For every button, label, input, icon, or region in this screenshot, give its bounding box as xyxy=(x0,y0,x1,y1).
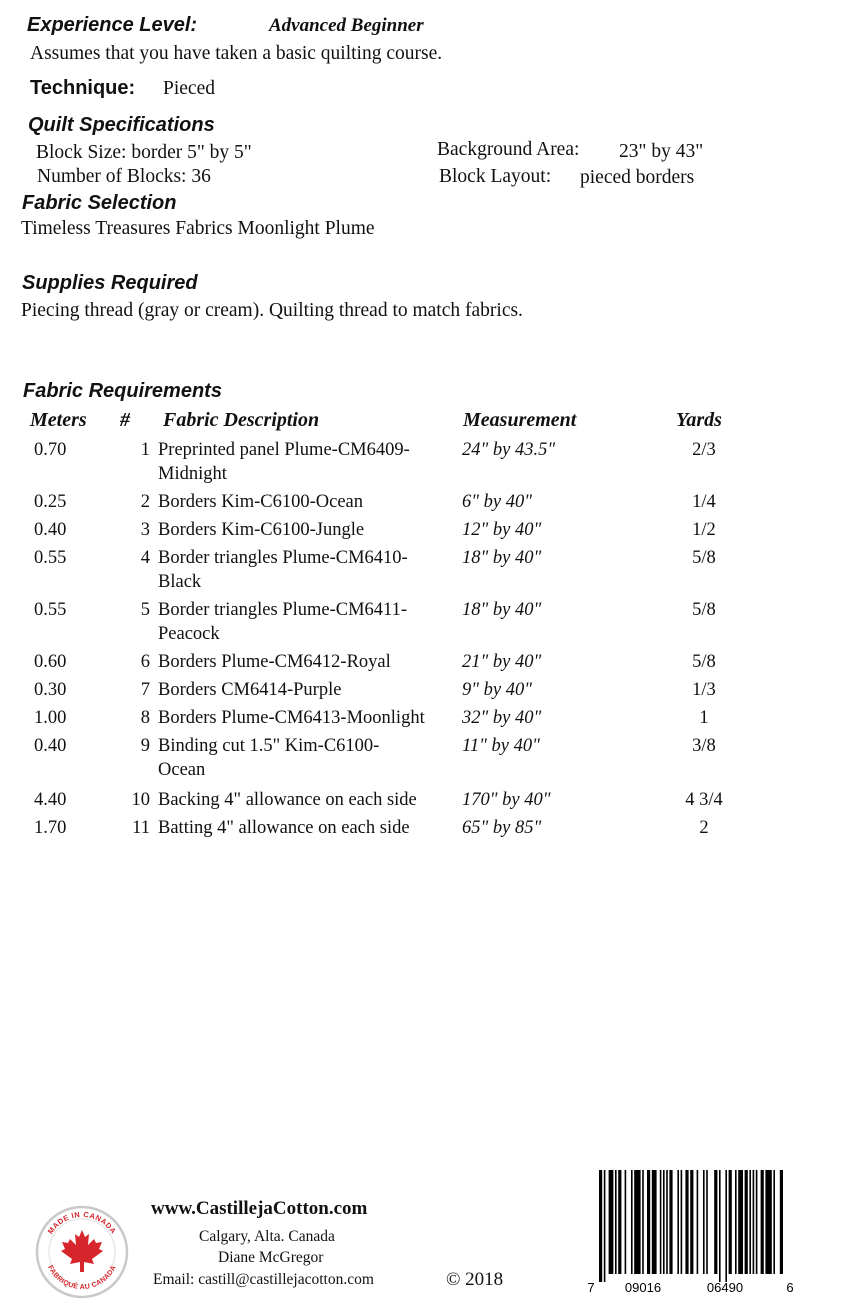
col-num: # xyxy=(120,409,130,431)
experience-value: Advanced Beginner xyxy=(269,15,424,36)
barcode-bar xyxy=(738,1170,743,1274)
cell-meters: 0.25 xyxy=(34,492,67,512)
barcode-bar xyxy=(719,1170,721,1282)
table-row xyxy=(0,708,859,736)
made-in-canada-seal xyxy=(33,1203,131,1306)
supplies-heading: Supplies Required xyxy=(22,272,198,294)
barcode-bar xyxy=(618,1170,621,1274)
table-row xyxy=(0,736,859,780)
barcode-bar xyxy=(615,1170,617,1274)
cell-measurement: 32" by 40" xyxy=(462,708,542,728)
cell-meters: 0.40 xyxy=(34,736,67,756)
cell-measurement: 170" by 40" xyxy=(462,790,551,810)
experience-note: Assumes that you have taken a basic quilting course. xyxy=(30,43,443,64)
cell-meters: 0.40 xyxy=(34,520,67,540)
col-description: Fabric Description xyxy=(163,409,320,431)
cell-yards: 1/3 xyxy=(692,680,716,700)
barcode-bar xyxy=(761,1170,764,1274)
specs-layout-value: pieced borders xyxy=(580,167,695,188)
barcode-left-digit: 7 xyxy=(587,1280,595,1294)
cell-num: 3 xyxy=(140,520,150,540)
cell-meters: 0.55 xyxy=(34,600,67,620)
col-meters: Meters xyxy=(30,409,87,431)
svg-text:FABRIQUÉ AU CANADA: FABRIQUÉ AU CANADA xyxy=(46,1264,118,1292)
barcode-bar xyxy=(685,1170,688,1274)
cell-description-cont: Midnight xyxy=(158,464,227,484)
table-row xyxy=(0,790,859,818)
barcode-bar xyxy=(703,1170,705,1274)
barcode-bar xyxy=(625,1170,627,1274)
cell-num: 7 xyxy=(140,680,150,700)
table-row xyxy=(0,652,859,680)
barcode-bar xyxy=(749,1170,751,1274)
cell-description-cont: Black xyxy=(158,572,202,592)
cell-measurement: 6" by 40" xyxy=(462,492,532,512)
table-row xyxy=(0,818,859,846)
cell-description: Batting 4" allowance on each side xyxy=(158,818,410,838)
specs-bg-area-label: Background Area: xyxy=(437,139,580,160)
cell-yards: 1 xyxy=(699,708,709,728)
barcode-bar xyxy=(725,1170,727,1282)
cell-meters: 0.70 xyxy=(34,440,67,460)
cell-yards: 2/3 xyxy=(692,440,716,460)
specs-layout-label: Block Layout: xyxy=(439,166,552,187)
cell-yards: 5/8 xyxy=(692,600,716,620)
technique-value: Pieced xyxy=(163,78,215,99)
fabric-selection-heading: Fabric Selection xyxy=(22,192,177,214)
barcode-bar xyxy=(706,1170,708,1274)
cell-yards: 1/4 xyxy=(692,492,716,512)
footer-name: Diane McGregor xyxy=(218,1249,324,1266)
col-measurement: Measurement xyxy=(463,409,577,431)
barcode-bar xyxy=(690,1170,693,1274)
barcode-bar xyxy=(663,1170,665,1274)
cell-yards: 5/8 xyxy=(692,652,716,672)
table-header xyxy=(0,409,859,437)
cell-description: Border triangles Plume-CM6411- xyxy=(158,600,408,620)
cell-yards: 3/8 xyxy=(692,736,716,756)
barcode-bar xyxy=(660,1170,662,1274)
cell-meters: 4.40 xyxy=(34,790,67,810)
specs-block-size: Block Size: border 5" by 5" xyxy=(36,142,252,163)
cell-description: Borders Kim-C6100-Jungle xyxy=(158,520,365,540)
cell-measurement: 11" by 40" xyxy=(462,736,540,756)
table-row xyxy=(0,680,859,708)
barcode-bar xyxy=(735,1170,737,1274)
cell-num: 8 xyxy=(140,708,150,728)
cell-measurement: 24" by 43.5" xyxy=(462,440,556,460)
barcode-bar xyxy=(631,1170,633,1274)
barcode-bar xyxy=(647,1170,650,1274)
barcode-bar xyxy=(729,1170,732,1274)
table-row xyxy=(0,520,859,548)
barcode-group-1: 09016 xyxy=(624,1280,662,1294)
cell-measurement: 9" by 40" xyxy=(462,680,532,700)
barcode-bar xyxy=(609,1170,614,1274)
cell-yards: 2 xyxy=(699,818,709,838)
cell-description-cont: Ocean xyxy=(158,760,206,780)
supplies-text: Piecing thread (gray or cream). Quilting thread to match fabrics. xyxy=(21,300,523,321)
cell-meters: 0.30 xyxy=(34,680,67,700)
cell-description: Borders CM6414-Purple xyxy=(158,680,342,700)
specs-num-blocks: Number of Blocks: 36 xyxy=(37,166,211,187)
cell-yards: 1/2 xyxy=(692,520,716,540)
cell-description: Border triangles Plume-CM6410- xyxy=(158,548,408,568)
barcode-bar xyxy=(714,1170,717,1274)
footer-city: Calgary, Alta. Canada xyxy=(199,1228,335,1245)
cell-yards: 5/8 xyxy=(692,548,716,568)
cell-num: 1 xyxy=(140,440,150,460)
barcode-bar xyxy=(604,1170,606,1282)
cell-measurement: 18" by 40" xyxy=(462,600,542,620)
barcode-bar xyxy=(677,1170,679,1274)
table-row xyxy=(0,600,859,644)
cell-description: Backing 4" allowance on each side xyxy=(158,790,417,810)
cell-meters: 0.60 xyxy=(34,652,67,672)
technique-label: Technique: xyxy=(30,77,136,99)
cell-measurement: 65" by 85" xyxy=(462,818,542,838)
barcode-bar xyxy=(780,1170,783,1274)
cell-num: 4 xyxy=(140,548,150,568)
cell-num: 6 xyxy=(140,652,150,672)
table-row xyxy=(0,440,859,484)
barcode-bar xyxy=(634,1170,640,1274)
cell-num: 5 xyxy=(140,600,150,620)
cell-yards: 4 3/4 xyxy=(685,790,723,810)
barcode-bar xyxy=(745,1170,748,1274)
svg-text:MADE IN CANADA: MADE IN CANADA xyxy=(45,1209,119,1236)
barcode xyxy=(585,1168,797,1299)
cell-measurement: 12" by 40" xyxy=(462,520,542,540)
barcode-bar xyxy=(599,1170,602,1282)
experience-label: Experience Level: xyxy=(27,14,198,36)
barcode-bar xyxy=(666,1170,668,1274)
barcode-bar xyxy=(753,1170,755,1274)
cell-description: Borders Plume-CM6412-Royal xyxy=(158,652,391,672)
specs-bg-area-value: 23" by 43" xyxy=(619,141,704,162)
cell-meters: 1.00 xyxy=(34,708,67,728)
barcode-bar xyxy=(773,1170,775,1274)
footer-email: Email: castill@castillejacotton.com xyxy=(153,1271,374,1288)
cell-measurement: 18" by 40" xyxy=(462,548,542,568)
barcode-bar xyxy=(765,1170,771,1274)
cell-num: 10 xyxy=(131,790,150,810)
fabric-selection-text: Timeless Treasures Fabrics Moonlight Plume xyxy=(21,218,375,239)
barcode-bar xyxy=(652,1170,657,1274)
copyright: © 2018 xyxy=(446,1269,504,1290)
cell-description: Binding cut 1.5" Kim-C6100- xyxy=(158,736,380,756)
cell-meters: 1.70 xyxy=(34,818,67,838)
table-row xyxy=(0,492,859,520)
requirements-heading: Fabric Requirements xyxy=(23,380,222,402)
cell-meters: 0.55 xyxy=(34,548,67,568)
barcode-group-2: 06490 xyxy=(706,1280,744,1294)
cell-num: 11 xyxy=(132,818,150,838)
barcode-bar xyxy=(697,1170,699,1274)
cell-description: Borders Kim-C6100-Ocean xyxy=(158,492,363,512)
barcode-bar xyxy=(669,1170,672,1274)
cell-description: Preprinted panel Plume-CM6409- xyxy=(158,440,410,460)
cell-description-cont: Peacock xyxy=(158,624,220,644)
specs-heading: Quilt Specifications xyxy=(28,114,215,136)
cell-num: 9 xyxy=(140,736,150,756)
col-yards: Yards xyxy=(676,409,722,431)
cell-num: 2 xyxy=(140,492,150,512)
barcode-bar xyxy=(681,1170,683,1274)
cell-measurement: 21" by 40" xyxy=(462,652,542,672)
cell-description: Borders Plume-CM6413-Moonlight xyxy=(158,708,425,728)
barcode-bar xyxy=(756,1170,758,1274)
website[interactable]: www.CastillejaCotton.com xyxy=(151,1198,368,1219)
barcode-bar xyxy=(642,1170,644,1274)
table-row xyxy=(0,548,859,592)
barcode-right-digit: 6 xyxy=(786,1280,794,1294)
